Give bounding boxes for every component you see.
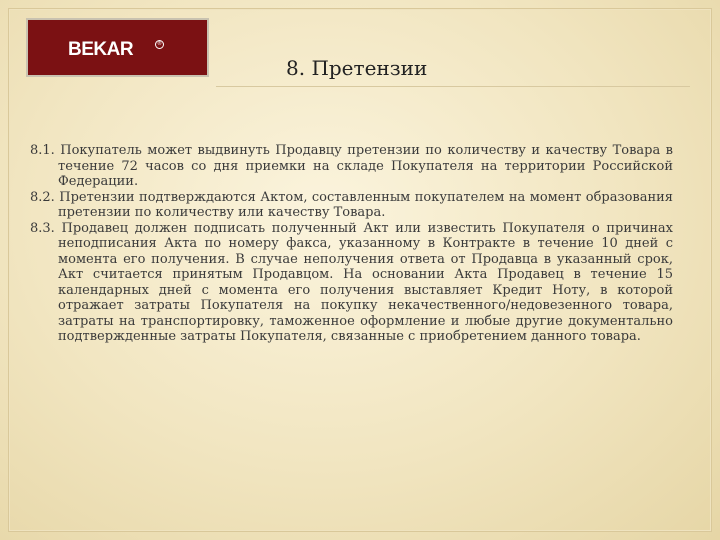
clause-8-1: 8.1. Покупатель может выдвинуть Продавцу претензии по количеству и качеству Товара в течение 72 часов со дня приемки на складе Покупателя на территории Российской Федерации. (30, 143, 673, 189)
company-logo (26, 18, 209, 77)
clause-8-3: 8.3. Продавец должен подписать полученный Акт или известить Покупателя о причинах неподписания Акта по номеру факса, указанному в Контракте в течение 10 дней с момента его получения. В случае неполучения ответа от Продавца в указанный срок, Акт считается принятым Продавцом. На основании Акта Продавец в течение 15 календарных дней с момента его получения выставляет Кредит Ноту, в которой отражает затраты Покупателя на покупку некачественного/недовезенного товара, затраты на транспортировку, таможенное оформление и любые другие документально подтвержденные затраты Покупателя, связанные с приобретением данного товара. (30, 220, 673, 344)
registered-mark-icon: ® (157, 41, 162, 47)
clause-8-2: 8.2. Претензии подтверждаются Актом, составленным покупателем на момент образования претензии по количеству или качеству Товара. (30, 189, 673, 220)
logo-brand-text: BEKAR (68, 39, 134, 60)
slide-body (30, 143, 673, 345)
slide-title: 8. Претензии (286, 56, 428, 80)
title-divider (216, 86, 690, 87)
